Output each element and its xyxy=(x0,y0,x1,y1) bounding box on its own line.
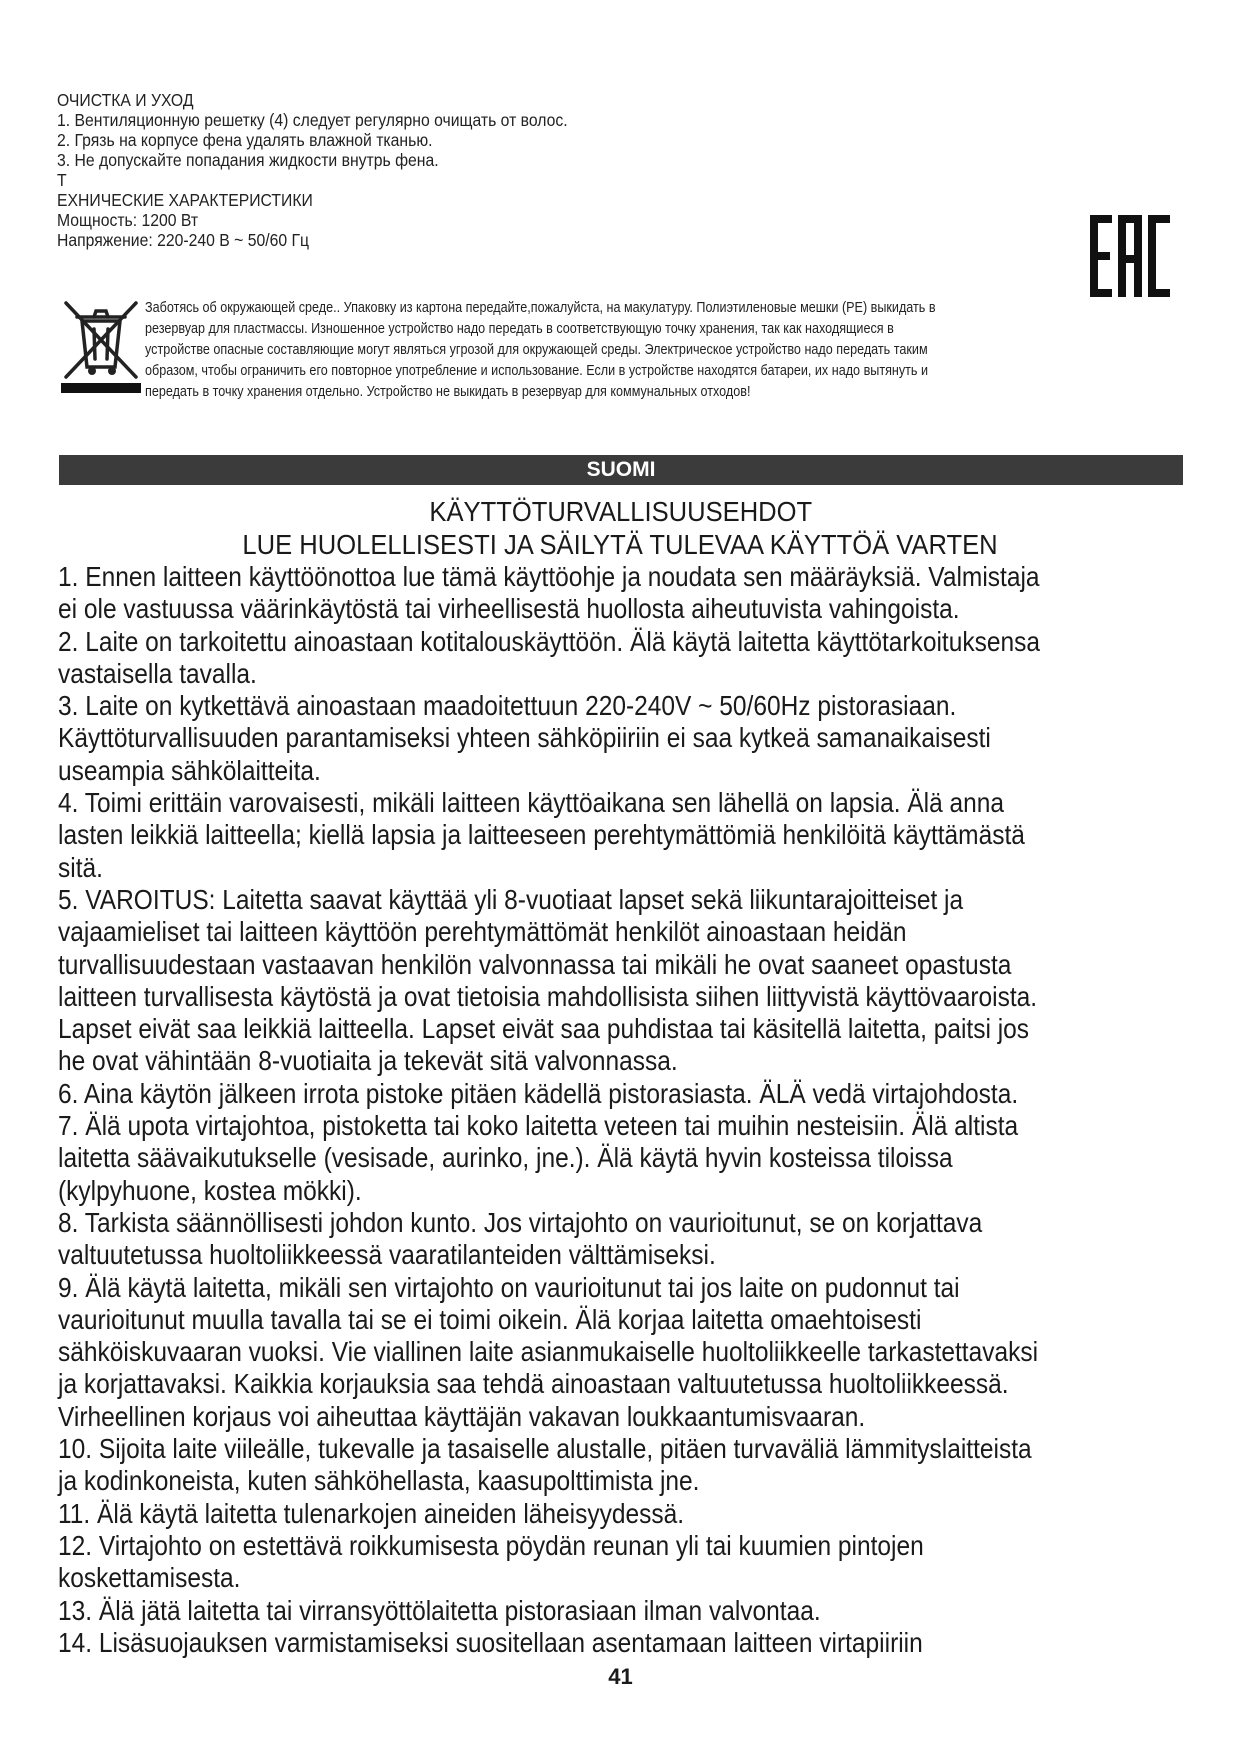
instruction-line: laitteen turvallisesta käytöstä ja ovat tietoisia mahdollisista siihen liittyvistä käyttövaaroista. xyxy=(58,980,1038,1012)
instruction-line: ja kodinkoneista, kuten sähköhellasta, kaasupolttimista jne. xyxy=(58,1465,700,1497)
page-number: 41 xyxy=(608,1664,633,1689)
crossed-bin-icon xyxy=(60,299,142,397)
instruction-line: Virheellinen korjaus voi aiheuttaa käyttäjän vakavan loukkaantumisvaaran. xyxy=(58,1400,866,1432)
instruction-line: 14. Lisäsuojauksen varmistamiseksi suositellaan asentamaan laitteen virtapiiriin xyxy=(58,1626,923,1658)
instruction-line: 1. Ennen laitteen käyttöönottoa lue tämä käyttöohje ja noudata sen määräyksiä. Valmistaja xyxy=(58,561,1040,592)
ru-heading-cleaning: ОЧИСТКА И УХОД xyxy=(57,90,194,110)
instruction-line: Lapset eivät saa leikkiä laitteella. Lapset eivät saa puhdistaa tai käsitellä laitetta, paitsi jos xyxy=(58,1013,1030,1045)
instruction-line: sähköiskuvaaran vuoksi. Vie viallinen laite asianmukaiselle huoltoliikkeelle tarkastettavaksi xyxy=(58,1336,1039,1368)
safety-instructions xyxy=(58,561,1134,1659)
instruction-line: turvallisuudestaan vastaavan henkilön valvonnassa tai mikäli he ovat saaneet opastusta xyxy=(58,948,1012,980)
instruction-line: useampia sähkölaitteita. xyxy=(58,754,321,786)
recycling-line: резервуар для пластмассы. Изношенное устройство надо передать в соответствующую точку хранения, так как находящиеся в xyxy=(145,320,894,337)
instruction-line: 11. Älä käytä laitetta tulenarkojen aineiden läheisyydessä. xyxy=(58,1497,685,1529)
safety-title-text: KÄYTTÖTURVALLISUUSEHDOT xyxy=(429,496,812,527)
recycling-line: устройстве опасные составляющие могут являться угрозой для окружающей среды. Электрическое устройство надо передать таким xyxy=(145,341,928,358)
instruction-line: 8. Tarkista säännöllisesti johdon kunto. Jos virtajohto on vaurioitunut, se on korjattava xyxy=(58,1206,983,1238)
recycling-line: образом, чтобы ограничить его повторное употребление и использование. Если в устройстве находятся батареи, их надо вытянуть и xyxy=(145,362,929,379)
ru-heading-specs: ЕХНИЧЕСКИЕ ХАРАКТЕРИСТИКИ xyxy=(57,190,313,210)
ru-line: Т xyxy=(57,170,67,190)
ru-line: 1. Вентиляционную решетку (4) следует регулярно очищать от волос. xyxy=(57,110,568,130)
instruction-line: sitä. xyxy=(58,851,103,883)
instruction-line: lasten leikkiä laitteella; kiellä lapsia ja laitteeseen perehtymättömiä henkilöitä käyttämästä xyxy=(58,819,1025,851)
instruction-line: vastaisella tavalla. xyxy=(58,657,257,689)
ru-spec-voltage: Напряжение: 220-240 В ~ 50/60 Гц xyxy=(57,230,310,250)
instruction-line: 2. Laite on tarkoitettu ainoastaan kotitalouskäyttöön. Älä käytä laitetta käyttötarkoituksensa xyxy=(58,625,1040,657)
instruction-line: valtuutetussa huoltoliikkeessä vaaratilanteiden välttämiseksi. xyxy=(58,1239,716,1271)
instruction-line: 7. Älä upota virtajohtoa, pistoketta tai koko laitetta veteen tai muihin nesteisiin. Älä altista xyxy=(58,1110,1019,1142)
instruction-line: 6. Aina käytön jälkeen irrota pistoke pitäen kädellä pistorasiasta. ÄLÄ vedä virtajohdosta. xyxy=(58,1077,1019,1109)
instruction-line: ei ole vastuussa väärinkäytöstä tai virheellisestä huollosta aiheutuvista vahingoista. xyxy=(58,593,960,625)
instruction-line: vajaamieliset tai laitteen käyttöön perehtymättömät henkilöt ainoastaan heidän xyxy=(58,916,907,948)
russian-cleaning-and-specs xyxy=(57,90,687,250)
instruction-line: koskettamisesta. xyxy=(58,1562,241,1594)
instruction-line: ja korjattavaksi. Kaikkia korjauksia saa tehdä ainoastaan valtuutetussa huoltoliikkeessä. xyxy=(58,1368,1009,1400)
safety-title xyxy=(0,496,1241,528)
safety-subtitle-text: LUE HUOLELLISESTI JA SÄILYTÄ TULEVAA KÄYTTÖÄ VARTEN xyxy=(242,529,999,560)
recycling-text xyxy=(145,297,1086,402)
instruction-line: he ovat vähintään 8-vuotiaita ja tekevät sitä valvonnassa. xyxy=(58,1045,678,1077)
instruction-line: laitetta säävaikutukselle (vesisade, aurinko, jne.). Älä käytä hyvin kosteissa tiloissa xyxy=(58,1142,953,1174)
instruction-line: 12. Virtajohto on estettävä roikkumisesta pöydän reunan yli tai kuumien pintojen xyxy=(58,1529,924,1561)
instruction-line: Käyttöturvallisuuden parantamiseksi yhteen sähköpiiriin ei saa kytkeä samanaikaisesti xyxy=(58,722,991,754)
instruction-line: 5. VAROITUS: Laitetta saavat käyttää yli 8-vuotiaat lapset sekä liikuntarajoitteiset ja xyxy=(58,883,964,915)
language-section-bar: SUOMI xyxy=(59,455,1183,485)
ru-line: 3. Не допускайте попадания жидкости внутрь фена. xyxy=(57,150,439,170)
instruction-line: 9. Älä käytä laitetta, mikäli sen virtajohto on vaurioitunut tai jos laite on pudonnut tai xyxy=(58,1271,960,1303)
recycling-line: передать в точку хранения отдельно. Устройство не выкидать в резервуар для коммунальных отходов! xyxy=(145,383,751,400)
ru-spec-power: Мощность: 1200 Вт xyxy=(57,210,199,230)
eac-logo xyxy=(1088,215,1172,297)
recycling-line: Заботясь об окружающей среде.. Упаковку из картона передайте,пожалуйста, на макулатуру. Полиэтиленовые мешки (PE) выкидать в xyxy=(145,299,936,316)
instruction-line: 13. Älä jätä laitetta tai virransyöttölaitetta pistorasiaan ilman valvontaa. xyxy=(58,1594,821,1626)
instruction-line: 3. Laite on kytkettävä ainoastaan maadoitettuun 220-240V ~ 50/60Hz pistorasiaan. xyxy=(58,690,957,722)
instruction-line: 4. Toimi erittäin varovaisesti, mikäli laitteen käyttöaikana sen lähellä on lapsia. Älä anna xyxy=(58,787,1005,819)
instruction-line: 10. Sijoita laite viileälle, tukevalle ja tasaiselle alustalle, pitäen turvaväliä lämmityslaitteista xyxy=(58,1433,1032,1465)
instruction-line: (kylpyhuone, kostea mökki). xyxy=(58,1174,362,1206)
instruction-line: vaurioitunut muulla tavalla tai se ei toimi oikein. Älä korjaa laitetta omaehtoisesti xyxy=(58,1303,922,1335)
safety-subtitle xyxy=(0,529,1241,561)
ru-line: 2. Грязь на корпусе фена удалять влажной тканью. xyxy=(57,130,433,150)
